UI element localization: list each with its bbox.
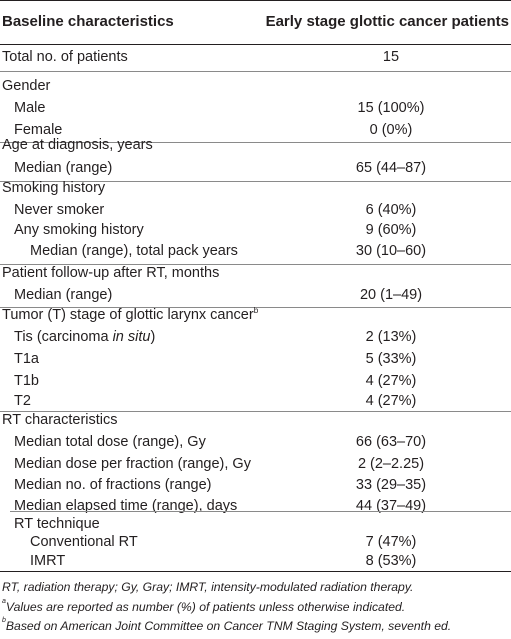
table-row [0, 178, 511, 200]
row-label: Smoking history [2, 180, 106, 196]
table-row [0, 263, 511, 285]
footnote-b: $^b$Based on American Joint Committee on Cancer TNM Staging System, seventh ed. [2, 617, 452, 633]
row-label: Any smoking history [14, 222, 144, 238]
table-row [0, 410, 511, 432]
table-row: Median total dose (range), Gy 66 (63–70) [14, 434, 427, 450]
row-label: Age at diagnosis, years [2, 137, 153, 153]
table-row: Median (range), total pack years 30 (10–60) [30, 243, 427, 259]
table-row: Female 0 (0%) [14, 122, 413, 138]
table-row: T2 4 (27%) [14, 393, 417, 409]
table-row: T1a 5 (33%) [14, 351, 417, 367]
row-label: Total no. of patients [2, 49, 128, 65]
row-label: Median total dose (range), Gy [14, 434, 206, 450]
row-label: Median (range) [14, 287, 113, 303]
table-row: Male 15 (100%) [14, 100, 425, 116]
table-row: Median elapsed time (range), days 44 (37–49) [14, 498, 427, 514]
table-row: Median dose per fraction (range), Gy 2 (2–2.25) [14, 456, 425, 472]
table-row: Tis (carcinoma in situ) 2 (13%) [14, 329, 417, 345]
row-label: Median no. of fractions (range) [14, 477, 212, 493]
row-label: Male [14, 100, 46, 116]
table-row [0, 76, 511, 98]
row-divider [10, 511, 511, 512]
row-label: IMRT [30, 553, 66, 569]
table-row [0, 135, 511, 157]
table-row: Never smoker 6 (40%) [14, 202, 417, 218]
row-label: Female [14, 122, 63, 138]
table-header [0, 1, 511, 45]
row-label: T1b [14, 373, 39, 389]
row-label: Never smoker [14, 202, 105, 218]
row-label: Median dose per fraction (range), Gy [14, 456, 251, 472]
row-divider [0, 71, 511, 72]
table-row [0, 305, 511, 327]
row-label: Median (range) [14, 160, 113, 176]
row-label: T2 [14, 393, 31, 409]
row-label: Tis (carcinoma in situ) [14, 329, 156, 345]
table-footnotes [2, 580, 507, 639]
footnote-marker-b: b [253, 306, 259, 315]
row-label: Tumor (T) stage of glottic larynx cancer$^b$ [2, 306, 259, 323]
row-label: RT technique [14, 516, 100, 532]
table-row: Any smoking history 9 (60%) [14, 222, 417, 238]
table-row: Conventional RT 7 (47%) [30, 534, 417, 550]
row-label: RT characteristics [2, 412, 118, 428]
table-row: Total no. of patients 15 [2, 49, 400, 65]
row-label: Median elapsed time (range), days [14, 498, 238, 514]
row-label: Gender [2, 78, 51, 94]
row-label: Median (range), total pack years [30, 243, 238, 259]
footnote-abbreviations: RT, radiation therapy; Gy, Gray; IMRT, intensity-modulated radiation therapy. [2, 580, 414, 594]
table-row: Median (range) 20 (1–49) [14, 287, 423, 303]
table-row: Median no. of fractions (range) 33 (29–35) [14, 477, 427, 493]
header-baseline-characteristics: Baseline characteristics [2, 13, 174, 30]
footnote-a: $^a$Values are reported as number (%) of patients unless otherwise indicated. [2, 597, 406, 614]
row-label: T1a [14, 351, 39, 367]
table-row: IMRT 8 (53%) [30, 553, 417, 569]
row-label: Conventional RT [30, 534, 138, 550]
table-row: T1b 4 (27%) [14, 373, 417, 389]
header-patients: Early stage glottic cancer patients [265, 13, 509, 30]
table-row: Median (range) 65 (44–87) [14, 160, 427, 176]
row-label: Patient follow-up after RT, months [2, 265, 220, 281]
